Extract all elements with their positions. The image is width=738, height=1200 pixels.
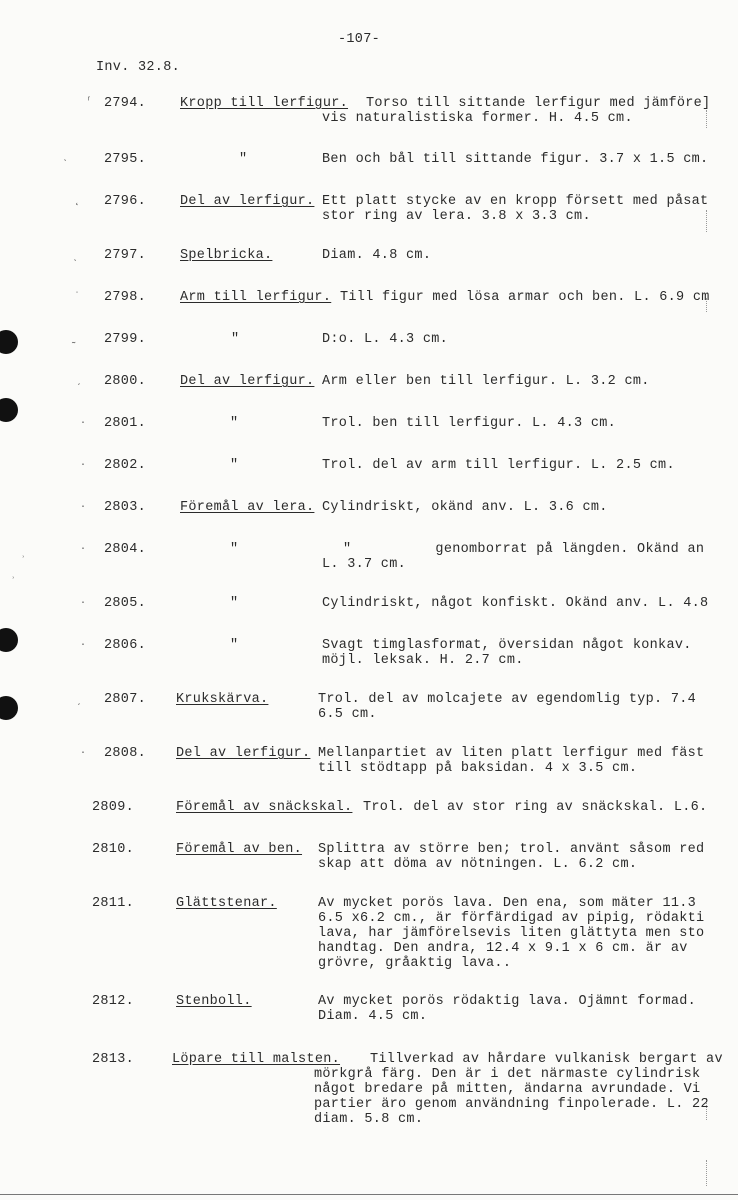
- ditto-mark: ": [239, 152, 248, 167]
- entry-text-line: möjl. leksak. H. 2.7 cm.: [322, 653, 524, 668]
- entry-number: 2799.: [104, 332, 147, 347]
- inventory-heading: Inv. 32.8.: [96, 60, 181, 75]
- entry-text-line: Splittra av större ben; trol. använt såsom red: [318, 842, 705, 857]
- margin-mark: ·: [80, 502, 87, 513]
- entry-text-line: 6.5 x6.2 cm., är förfärdigad av pipig, rödakti: [318, 911, 705, 926]
- entry-text-line: något bredare på mitten, ändarna avrundade. Vi: [314, 1082, 701, 1097]
- entry-text-line: till stödtapp på baksidan. 4 x 3.5 cm.: [318, 761, 638, 776]
- punch-hole: [0, 696, 18, 720]
- entry-text-line: vis naturalistiska former. H. 4.5 cm.: [322, 111, 633, 126]
- punch-hole: [0, 628, 18, 652]
- entry-text-line: Trol. ben till lerfigur. L. 4.3 cm.: [322, 416, 617, 431]
- entry-text-line: Tillverkad av hårdare vulkanisk bergart av: [370, 1052, 723, 1067]
- entry-text-line: L. 3.7 cm.: [322, 557, 407, 572]
- entry-text-line: Diam. 4.5 cm.: [318, 1009, 428, 1024]
- margin-mark: ˛: [74, 196, 81, 207]
- entry-text-line: Svagt timglasformat, översidan något konkav.: [322, 638, 692, 653]
- margin-mark: ˎ: [62, 152, 69, 163]
- margin-mark: ˒: [10, 572, 17, 583]
- entry-number: 2796.: [104, 194, 147, 209]
- entry-text-line: Trol. del av molcajete av egendomlig typ. 7.4: [318, 692, 697, 707]
- entry-title: Del av lerfigur.: [176, 746, 311, 761]
- entry-text-line: Till figur med lösa armar och ben. L. 6.9 cm: [340, 290, 710, 305]
- edge-mark: [706, 1160, 708, 1186]
- margin-mark: ˏ: [76, 376, 83, 387]
- entry-text-line: Mellanpartiet av liten platt lerfigur med fäst: [318, 746, 705, 761]
- entry-number: 2808.: [104, 746, 147, 761]
- punch-hole: [0, 330, 18, 354]
- entry-title: Glättstenar.: [176, 896, 277, 911]
- ditto-mark: ": [230, 542, 239, 557]
- entry-text-line: " genomborrat på längden. Okänd an: [343, 542, 705, 557]
- entry-text-line: Ben och bål till sittande figur. 3.7 x 1.5 cm.: [322, 152, 709, 167]
- ditto-mark: ": [230, 596, 239, 611]
- entry-text-line: stor ring av lera. 3.8 x 3.3 cm.: [322, 209, 591, 224]
- entry-title: Del av lerfigur.: [180, 194, 315, 209]
- entry-number: 2806.: [104, 638, 147, 653]
- margin-mark: ·: [80, 418, 87, 429]
- entry-title: Arm till lerfigur.: [180, 290, 332, 305]
- entry-title: Löpare till malsten.: [172, 1052, 341, 1067]
- entry-number: 2813.: [92, 1052, 135, 1067]
- margin-mark: ·: [80, 544, 87, 555]
- entry-text-line: Av mycket porös lava. Den ena, som mäter 11.3: [318, 896, 697, 911]
- margin-mark: ·: [80, 640, 87, 651]
- entry-title: Del av lerfigur.: [180, 374, 315, 389]
- entry-number: 2807.: [104, 692, 147, 707]
- ditto-mark: ": [230, 458, 239, 473]
- margin-mark: ·: [80, 598, 87, 609]
- entry-text-line: Ett platt stycke av en kropp försett med påsat: [322, 194, 709, 209]
- entry-text-line: skap att döma av nötningen. L. 6.2 cm.: [318, 857, 638, 872]
- edge-mark: [706, 210, 708, 232]
- entry-text-line: D:o. L. 4.3 cm.: [322, 332, 449, 347]
- entry-number: 2802.: [104, 458, 147, 473]
- entry-title: Spelbricka.: [180, 248, 273, 263]
- entry-text-line: Trol. del av arm till lerfigur. L. 2.5 cm.: [322, 458, 675, 473]
- entry-text-line: Av mycket porös rödaktig lava. Ojämnt formad.: [318, 994, 697, 1009]
- margin-mark: ʾ: [20, 556, 27, 567]
- punch-hole: [0, 398, 18, 422]
- ditto-mark: ": [230, 416, 239, 431]
- entry-number: 2811.: [92, 896, 135, 911]
- entry-number: 2795.: [104, 152, 147, 167]
- margin-mark: ·: [80, 748, 87, 759]
- page-number: -107-: [338, 32, 381, 47]
- margin-mark: ˏ: [76, 696, 83, 707]
- entry-number: 2809.: [92, 800, 135, 815]
- entry-number: 2798.: [104, 290, 147, 305]
- entry-number: 2797.: [104, 248, 147, 263]
- entry-title: Föremål av lera.: [180, 500, 315, 515]
- entry-title: Föremål av ben.: [176, 842, 303, 857]
- entry-number: 2794.: [104, 96, 147, 111]
- entry-text-line: handtag. Den andra, 12.4 x 9.1 x 6 cm. är av: [318, 941, 688, 956]
- entry-title: Föremål av snäckskal.: [176, 800, 353, 815]
- margin-mark: ˎ: [72, 252, 79, 263]
- entry-text-line: 6.5 cm.: [318, 707, 377, 722]
- entry-text-line: Trol. del av stor ring av snäckskal. L.6.: [363, 800, 708, 815]
- ditto-mark: ": [231, 332, 240, 347]
- entry-text-line: Cylindriskt, okänd anv. L. 3.6 cm.: [322, 500, 608, 515]
- entry-text-line: Diam. 4.8 cm.: [322, 248, 432, 263]
- entry-number: 2801.: [104, 416, 147, 431]
- margin-mark: ʳ: [86, 96, 93, 107]
- entry-text-line: lava, har jämförelsevis liten glättyta men sto: [318, 926, 705, 941]
- margin-mark: ˈ: [74, 292, 81, 303]
- ditto-mark: ": [230, 638, 239, 653]
- entry-title: Krukskärva.: [176, 692, 269, 707]
- entry-number: 2803.: [104, 500, 147, 515]
- margin-mark: ˷: [72, 334, 79, 345]
- entry-number: 2804.: [104, 542, 147, 557]
- entry-number: 2800.: [104, 374, 147, 389]
- entry-text-line: partier äro genom användning finpolerade. L. 22: [314, 1097, 709, 1112]
- entry-number: 2805.: [104, 596, 147, 611]
- edge-mark: [706, 110, 708, 128]
- entry-text-line: Arm eller ben till lerfigur. L. 3.2 cm.: [322, 374, 650, 389]
- entry-text-line: grövre, gråaktig lava..: [318, 956, 512, 971]
- entry-text-line: Cylindriskt, något konfiskt. Okänd anv. L. 4.8: [322, 596, 709, 611]
- entry-number: 2812.: [92, 994, 135, 1009]
- margin-mark: ·: [80, 460, 87, 471]
- entry-number: 2810.: [92, 842, 135, 857]
- entry-title: Stenboll.: [176, 994, 252, 1009]
- entry-title: Kropp till lerfigur.: [180, 96, 349, 111]
- page-bottom-rule: [0, 1194, 738, 1195]
- entry-text-line: mörkgrå färg. Den är i det närmaste cylindrisk: [314, 1067, 701, 1082]
- entry-text-line: diam. 5.8 cm.: [314, 1112, 424, 1127]
- entry-text-line: Torso till sittande lerfigur med jämföre]: [366, 96, 711, 111]
